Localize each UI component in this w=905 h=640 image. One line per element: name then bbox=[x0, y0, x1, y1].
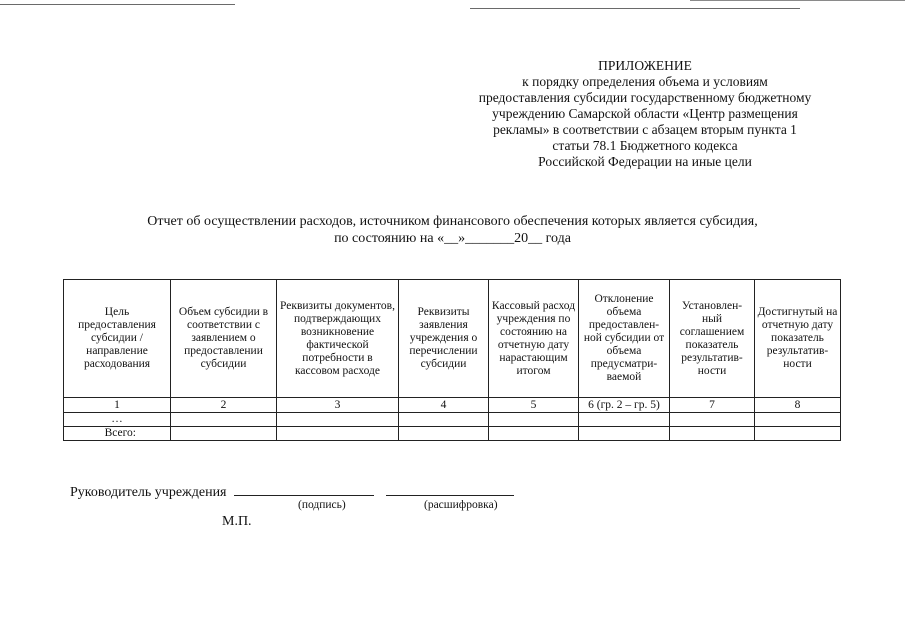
scan-edge-line bbox=[470, 8, 800, 9]
column-number: 1 bbox=[64, 398, 171, 413]
column-number: 4 bbox=[399, 398, 489, 413]
header-cell: Установлен-ный соглашением показатель результатив-ности bbox=[670, 280, 755, 398]
appendix-header bbox=[455, 58, 835, 170]
report-table bbox=[63, 279, 841, 441]
empty-cell bbox=[171, 413, 277, 427]
total-label: Всего: bbox=[64, 427, 171, 441]
empty-cell bbox=[171, 427, 277, 441]
column-number: 6 (гр. 2 – гр. 5) bbox=[579, 398, 670, 413]
total-row bbox=[64, 427, 841, 441]
header-cell: Достигнутый на отчетную дату показатель результатив-ности bbox=[755, 280, 841, 398]
column-number: 5 bbox=[489, 398, 579, 413]
report-title bbox=[95, 213, 810, 247]
appendix-line: учреждению Самарской области «Центр размещения bbox=[492, 106, 798, 121]
appendix-line: предоставления субсидии государственному бюджетному bbox=[478, 90, 812, 105]
header-cell: Отклонение объема предоставлен-ной субсидии от объема предусматри-ваемой bbox=[579, 280, 670, 398]
report-title-line: Отчет об осуществлении расходов, источником финансового обеспечения которых является субсидия, bbox=[147, 214, 758, 229]
decoding-line bbox=[386, 483, 514, 496]
column-number: 7 bbox=[670, 398, 755, 413]
empty-cell bbox=[670, 427, 755, 441]
appendix-heading: ПРИЛОЖЕНИЕ bbox=[598, 58, 692, 73]
column-number: 8 bbox=[755, 398, 841, 413]
empty-cell bbox=[755, 427, 841, 441]
empty-cell bbox=[277, 413, 399, 427]
header-cell: Реквизиты заявления учреждения о перечислении субсидии bbox=[399, 280, 489, 398]
scan-edge-line bbox=[690, 0, 905, 1]
header-cell: Кассовый расход учреждения по состоянию на отчетную дату нарастающим итогом bbox=[489, 280, 579, 398]
empty-cell bbox=[277, 427, 399, 441]
appendix-line: статьи 78.1 Бюджетного кодекса bbox=[552, 138, 738, 153]
signature-hint: (подпись) bbox=[298, 499, 346, 511]
empty-cell bbox=[755, 413, 841, 427]
appendix-line: Российской Федерации на иные цели bbox=[538, 154, 752, 169]
empty-cell bbox=[489, 427, 579, 441]
column-number-row bbox=[64, 398, 841, 413]
empty-cell bbox=[489, 413, 579, 427]
scan-edge-line bbox=[0, 4, 235, 5]
table-header-row bbox=[64, 280, 841, 398]
header-cell: Реквизиты документов, подтверждающих возникновение фактической потребности в кассовом расходе bbox=[277, 280, 399, 398]
appendix-line: к порядку определения объема и условиям bbox=[522, 74, 768, 89]
empty-cell bbox=[399, 427, 489, 441]
header-cell: Объем субсидии в соответствии с заявлением о предоставлении субсидии bbox=[171, 280, 277, 398]
report-date-line: по состоянию на «__»_______20__ года bbox=[334, 231, 571, 246]
column-number: 2 bbox=[171, 398, 277, 413]
column-number: 3 bbox=[277, 398, 399, 413]
decoding-hint: (расшифровка) bbox=[424, 499, 498, 511]
empty-cell bbox=[399, 413, 489, 427]
ellipsis-cell: … bbox=[64, 413, 171, 427]
empty-cell bbox=[579, 427, 670, 441]
appendix-line: рекламы» в соответствии с абзацем вторым пункта 1 bbox=[493, 122, 797, 137]
empty-cell bbox=[579, 413, 670, 427]
table-row bbox=[64, 413, 841, 427]
stamp-placeholder: М.П. bbox=[222, 514, 252, 529]
header-cell: Цель предоставления субсидии / направление расходования bbox=[64, 280, 171, 398]
empty-cell bbox=[670, 413, 755, 427]
signature-label: Руководитель учреждения bbox=[70, 485, 227, 500]
signature-line bbox=[234, 483, 374, 496]
